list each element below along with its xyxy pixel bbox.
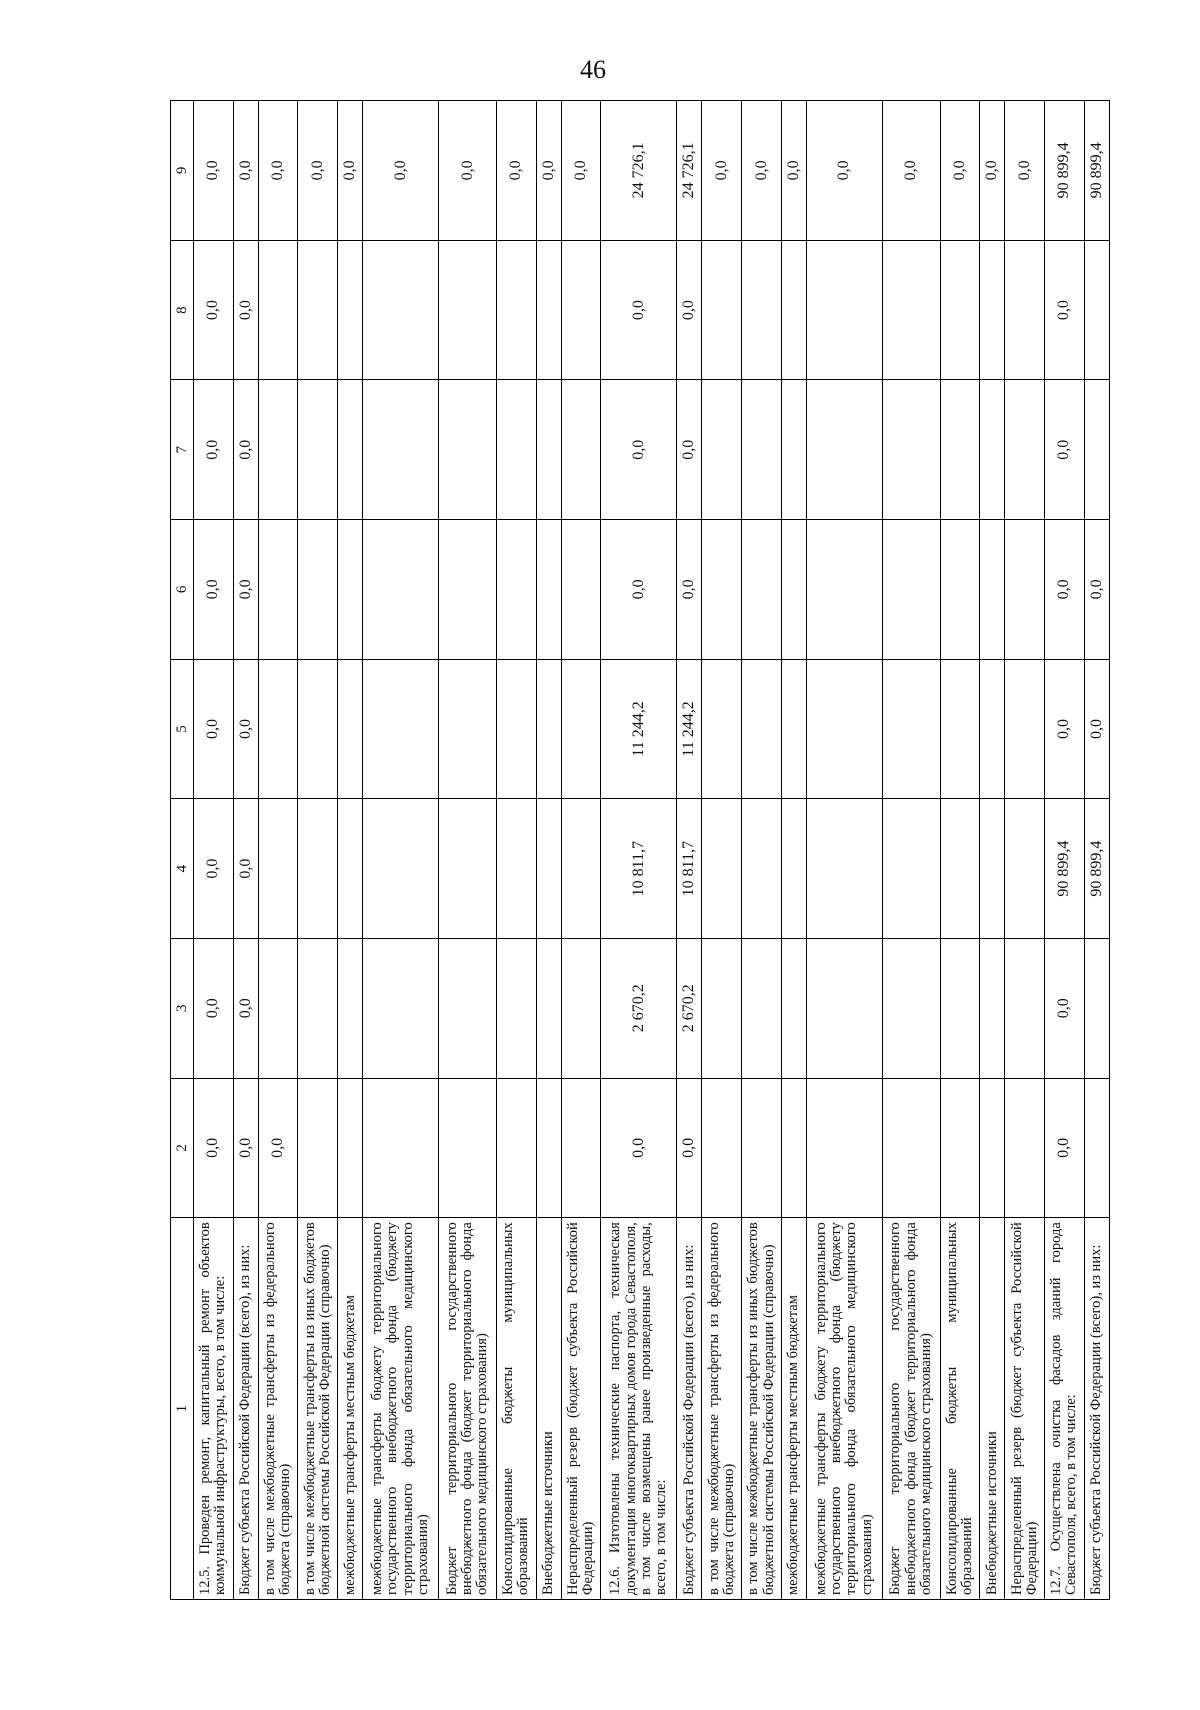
row-label: в том числе межбюджетные трансферты из федерального бюджета (справочно) [702, 1218, 742, 1600]
value-cell [781, 659, 806, 799]
value-cell: 24 726,1 [677, 101, 702, 241]
col-header: 6 [171, 520, 194, 660]
value-cell [980, 520, 1005, 660]
value-cell [806, 799, 882, 939]
value-cell [940, 659, 980, 799]
value-cell: 0,0 [601, 1078, 677, 1218]
value-cell [561, 520, 601, 660]
row-label: Бюджет территориального государственного внебюджетного фонда (бюджет территориального фонда обязательного медицинского страхования) [439, 1218, 497, 1600]
row-label: Внебюджетные источники [536, 1218, 561, 1600]
value-cell [536, 240, 561, 380]
value-cell [338, 1078, 363, 1218]
value-cell [338, 799, 363, 939]
value-cell [702, 380, 742, 520]
value-cell [1005, 520, 1045, 660]
value-cell [1084, 240, 1109, 380]
col-header: 7 [171, 380, 194, 520]
table-row [882, 101, 940, 1600]
value-cell [980, 659, 1005, 799]
value-cell [980, 799, 1005, 939]
value-cell: 0,0 [882, 101, 940, 241]
value-cell: 0,0 [677, 520, 702, 660]
value-cell [298, 520, 338, 660]
value-cell [338, 240, 363, 380]
value-cell: 0,0 [233, 799, 258, 939]
value-cell [536, 799, 561, 939]
value-cell: 0,0 [940, 101, 980, 241]
value-cell [980, 240, 1005, 380]
value-cell [940, 520, 980, 660]
value-cell [496, 1078, 536, 1218]
col-header: 8 [171, 240, 194, 380]
table-row [298, 101, 338, 1600]
value-cell [298, 380, 338, 520]
value-cell [742, 380, 782, 520]
row-label: межбюджетные трансферты местным бюджетам [338, 1218, 363, 1600]
col-header: 2 [171, 1078, 194, 1218]
table-row [677, 101, 702, 1600]
value-cell: 0,0 [1045, 520, 1085, 660]
value-cell [496, 799, 536, 939]
value-cell: 0,0 [258, 1078, 298, 1218]
value-cell: 0,0 [781, 101, 806, 241]
value-cell: 0,0 [194, 659, 234, 799]
value-cell [1005, 380, 1045, 520]
value-cell: 0,0 [677, 240, 702, 380]
value-cell: 0,0 [258, 101, 298, 241]
value-cell [1005, 938, 1045, 1078]
value-cell [298, 799, 338, 939]
value-cell [781, 938, 806, 1078]
row-label: межбюджетные трансферты местным бюджетам [781, 1218, 806, 1600]
value-cell [882, 659, 940, 799]
value-cell [496, 240, 536, 380]
value-cell: 0,0 [194, 101, 234, 241]
header-row [171, 101, 194, 1600]
value-cell [702, 659, 742, 799]
value-cell [781, 1078, 806, 1218]
value-cell [363, 240, 439, 380]
value-cell: 24 726,1 [601, 101, 677, 241]
value-cell [439, 799, 497, 939]
page-number: 46 [580, 55, 606, 84]
row-label: Бюджет субъекта Российской Федерации (всего), из них: [233, 1218, 258, 1600]
value-cell [940, 240, 980, 380]
value-cell [536, 520, 561, 660]
col-header: 4 [171, 799, 194, 939]
value-cell: 0,0 [1084, 659, 1109, 799]
value-cell: 0,0 [536, 101, 561, 241]
row-label: Бюджет субъекта Российской Федерации (всего), из них: [1084, 1218, 1109, 1600]
value-cell: 0,0 [439, 101, 497, 241]
table-row [1005, 101, 1045, 1600]
value-cell [439, 380, 497, 520]
value-cell: 0,0 [980, 101, 1005, 241]
row-label: Внебюджетные источники [980, 1218, 1005, 1600]
value-cell [536, 380, 561, 520]
value-cell: 11 244,2 [677, 659, 702, 799]
value-cell [742, 240, 782, 380]
table-row [806, 101, 882, 1600]
value-cell [298, 1078, 338, 1218]
value-cell [742, 938, 782, 1078]
table-row [742, 101, 782, 1600]
value-cell [781, 799, 806, 939]
value-cell [1005, 240, 1045, 380]
value-cell [338, 938, 363, 1078]
table-row [496, 101, 536, 1600]
value-cell [258, 659, 298, 799]
value-cell [258, 520, 298, 660]
value-cell [439, 659, 497, 799]
value-cell [882, 799, 940, 939]
value-cell: 0,0 [233, 380, 258, 520]
value-cell: 0,0 [298, 101, 338, 241]
table-row [233, 101, 258, 1600]
table-row [1045, 101, 1085, 1600]
col-header: 1 [171, 1218, 194, 1600]
value-cell [561, 240, 601, 380]
value-cell [882, 520, 940, 660]
table-row [781, 101, 806, 1600]
value-cell [781, 520, 806, 660]
value-cell [940, 799, 980, 939]
value-cell [806, 240, 882, 380]
value-cell [258, 799, 298, 939]
table-row [702, 101, 742, 1600]
value-cell [806, 938, 882, 1078]
value-cell: 0,0 [194, 240, 234, 380]
row-label: в том числе межбюджетные трансферты из федерального бюджета (справочно) [258, 1218, 298, 1600]
value-cell [1005, 659, 1045, 799]
value-cell [338, 659, 363, 799]
value-cell [258, 240, 298, 380]
value-cell: 0,0 [1045, 1078, 1085, 1218]
value-cell: 0,0 [194, 938, 234, 1078]
value-cell: 0,0 [194, 799, 234, 939]
value-cell [742, 799, 782, 939]
value-cell [702, 938, 742, 1078]
value-cell [940, 938, 980, 1078]
row-label: межбюджетные трансферты бюджету территориального государственного внебюджетного фонда (бюджету территориального фонда обязательного медицинского страхования) [363, 1218, 439, 1600]
value-cell [298, 240, 338, 380]
value-cell: 90 899,4 [1045, 799, 1085, 939]
value-cell: 0,0 [601, 380, 677, 520]
value-cell [806, 380, 882, 520]
row-label: 12.6. Изготовлены технические паспорта, техническая документация многоквартирных домов города Севастополя, в том числе возмещены ранее произведенные расходы, всего, в том числе: [601, 1218, 677, 1600]
row-label: 12.7. Осуществлена очистка фасадов зданий города Севастополя, всего, в том числе: [1045, 1218, 1085, 1600]
value-cell [1005, 799, 1045, 939]
value-cell [742, 520, 782, 660]
value-cell [1084, 938, 1109, 1078]
value-cell: 0,0 [194, 380, 234, 520]
value-cell: 0,0 [233, 101, 258, 241]
value-cell: 90 899,4 [1084, 101, 1109, 241]
table-row [258, 101, 298, 1600]
value-cell [781, 240, 806, 380]
value-cell [561, 380, 601, 520]
value-cell: 0,0 [194, 1078, 234, 1218]
table-row [940, 101, 980, 1600]
row-label: межбюджетные трансферты бюджету территориального государственного внебюджетного фонда (бюджету территориального фонда обязательного медицинского страхования) [806, 1218, 882, 1600]
table-row [439, 101, 497, 1600]
value-cell [338, 380, 363, 520]
col-header: 5 [171, 659, 194, 799]
value-cell [258, 380, 298, 520]
value-cell [806, 1078, 882, 1218]
value-cell [298, 938, 338, 1078]
value-cell [298, 659, 338, 799]
value-cell [806, 520, 882, 660]
table-row [561, 101, 601, 1600]
value-cell [742, 659, 782, 799]
value-cell: 0,0 [806, 101, 882, 241]
value-cell [940, 380, 980, 520]
value-cell: 0,0 [233, 938, 258, 1078]
col-header: 3 [171, 938, 194, 1078]
value-cell: 0,0 [742, 101, 782, 241]
value-cell [536, 1078, 561, 1218]
value-cell [781, 380, 806, 520]
value-cell: 10 811,7 [601, 799, 677, 939]
value-cell: 0,0 [233, 520, 258, 660]
row-label: Консолидированные бюджеты муниципальных образований [940, 1218, 980, 1600]
value-cell [363, 659, 439, 799]
value-cell [1084, 1078, 1109, 1218]
value-cell [882, 1078, 940, 1218]
value-cell [439, 938, 497, 1078]
value-cell [536, 938, 561, 1078]
row-label: Бюджет территориального государственного внебюджетного фонда (бюджет территориального фонда обязательного медицинского страхования) [882, 1218, 940, 1600]
value-cell [702, 240, 742, 380]
value-cell [806, 659, 882, 799]
value-cell [882, 240, 940, 380]
value-cell: 0,0 [1045, 380, 1085, 520]
value-cell: 0,0 [677, 1078, 702, 1218]
value-cell [561, 1078, 601, 1218]
row-label: Нераспределенный резерв (бюджет субъекта Российской Федерации) [561, 1218, 601, 1600]
value-cell [496, 380, 536, 520]
value-cell [363, 1078, 439, 1218]
value-cell: 2 670,2 [677, 938, 702, 1078]
table-row [980, 101, 1005, 1600]
value-cell: 0,0 [194, 520, 234, 660]
value-cell: 0,0 [233, 240, 258, 380]
table-row [194, 101, 234, 1600]
table-row [363, 101, 439, 1600]
table-row [338, 101, 363, 1600]
value-cell [258, 938, 298, 1078]
value-cell [742, 1078, 782, 1218]
value-cell: 0,0 [338, 101, 363, 241]
value-cell [702, 799, 742, 939]
value-cell [882, 938, 940, 1078]
row-label: 12.5. Проведен ремонт, капитальный ремонт объектов коммунальной инфраструктуры, всего, в том числе: [194, 1218, 234, 1600]
value-cell: 11 244,2 [601, 659, 677, 799]
value-cell [1005, 1078, 1045, 1218]
value-cell: 0,0 [1045, 938, 1085, 1078]
value-cell [496, 938, 536, 1078]
budget-table [170, 100, 1110, 1600]
value-cell: 0,0 [496, 101, 536, 241]
value-cell [439, 240, 497, 380]
row-label: Нераспределенный резерв (бюджет субъекта Российской Федерации) [1005, 1218, 1045, 1600]
value-cell [363, 380, 439, 520]
value-cell: 0,0 [561, 101, 601, 241]
value-cell [439, 1078, 497, 1218]
value-cell [561, 659, 601, 799]
value-cell [363, 938, 439, 1078]
value-cell: 10 811,7 [677, 799, 702, 939]
value-cell: 0,0 [1045, 659, 1085, 799]
table-row [1084, 101, 1109, 1600]
value-cell [561, 799, 601, 939]
value-cell: 0,0 [1045, 240, 1085, 380]
row-label: Бюджет субъекта Российской Федерации (всего), из них: [677, 1218, 702, 1600]
row-label: в том числе межбюджетные трансферты из иных бюджетов бюджетной системы Российской Федерации (справочно) [742, 1218, 782, 1600]
value-cell: 0,0 [1084, 520, 1109, 660]
value-cell [363, 520, 439, 660]
value-cell [940, 1078, 980, 1218]
value-cell [363, 799, 439, 939]
value-cell [980, 380, 1005, 520]
value-cell [980, 1078, 1005, 1218]
value-cell [1084, 380, 1109, 520]
value-cell [496, 520, 536, 660]
value-cell [338, 520, 363, 660]
value-cell: 0,0 [363, 101, 439, 241]
value-cell [561, 938, 601, 1078]
row-label: в том числе межбюджетные трансферты из иных бюджетов бюджетной системы Российской Федерации (справочно) [298, 1218, 338, 1600]
table-body [194, 101, 1110, 1600]
value-cell [980, 938, 1005, 1078]
value-cell: 0,0 [1005, 101, 1045, 241]
value-cell [702, 520, 742, 660]
value-cell [496, 659, 536, 799]
table-row [536, 101, 561, 1600]
value-cell [536, 659, 561, 799]
value-cell [439, 520, 497, 660]
value-cell: 0,0 [702, 101, 742, 241]
value-cell: 0,0 [601, 520, 677, 660]
row-label: Консолидированные бюджеты муниципальных образований [496, 1218, 536, 1600]
value-cell [882, 380, 940, 520]
value-cell: 90 899,4 [1045, 101, 1085, 241]
value-cell: 90 899,4 [1084, 799, 1109, 939]
value-cell: 0,0 [601, 240, 677, 380]
rotated-table-wrapper [170, 100, 1110, 1600]
value-cell: 2 670,2 [601, 938, 677, 1078]
col-header: 9 [171, 101, 194, 241]
value-cell: 0,0 [677, 380, 702, 520]
value-cell: 0,0 [233, 1078, 258, 1218]
value-cell: 0,0 [233, 659, 258, 799]
value-cell [702, 1078, 742, 1218]
table-row [601, 101, 677, 1600]
